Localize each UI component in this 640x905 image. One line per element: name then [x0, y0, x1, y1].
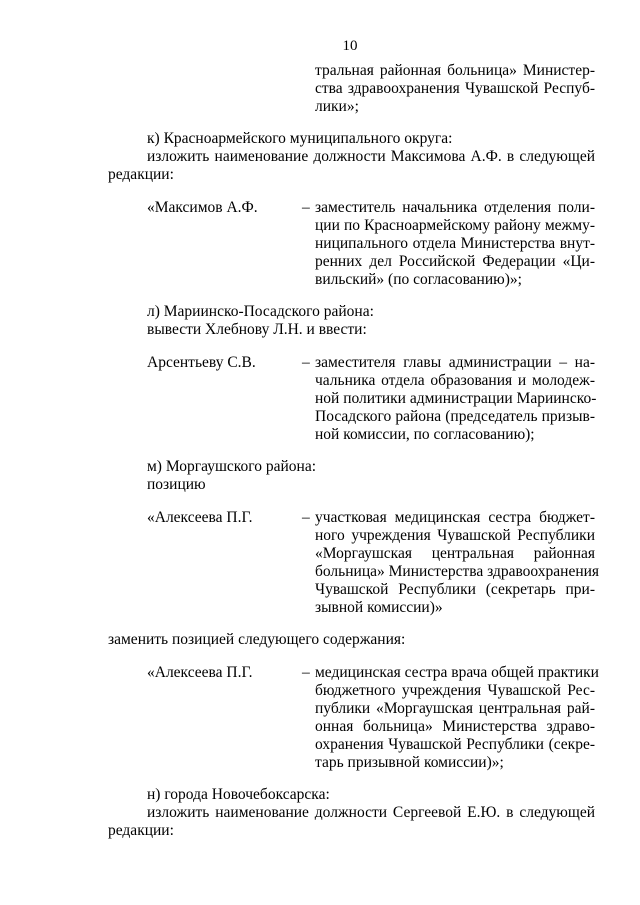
entry-description-line: тарь призывной комиссии)»; [315, 754, 504, 771]
section-instruction: позицию [147, 476, 206, 493]
section-instruction: редакции: [108, 822, 174, 839]
continued-text-line: тральная районная больница» Министер- [315, 62, 595, 79]
section-heading: м) Моргаушского района: [147, 458, 317, 475]
section-instruction: изложить наименование должности Максимова А.Ф. в следующей [147, 148, 595, 165]
entry-description-line: чальника отдела образования и молодеж- [315, 372, 595, 389]
entry-description-line: «Моргаушская центральная районная [315, 545, 595, 562]
entry-description-line: участковая медицинская сестра бюджет- [315, 509, 595, 526]
page-number: 10 [342, 38, 358, 54]
section-instruction: редакции: [108, 166, 174, 183]
entry-description-line: ной комиссии, по согласованию); [315, 426, 535, 443]
entry-dash: – [302, 199, 310, 216]
entry-description-line: ниципального отдела Министерства внут- [315, 235, 595, 252]
entry-description-line: Чувашской Республики (секретарь при- [315, 581, 595, 598]
entry-name: «Алексеева П.Г. [147, 664, 253, 681]
section-heading: к) Красноармейского муниципального округа: [147, 130, 453, 147]
entry-description-line: ции по Красноармейскому району межму- [315, 217, 595, 234]
entry-description-line: заместитель начальника отделения поли- [315, 199, 595, 216]
section-heading: н) города Новочебоксарска: [147, 786, 330, 803]
entry-description-line: заместителя главы администрации – на- [315, 354, 595, 371]
entry-dash: – [302, 509, 310, 526]
entry-description-line: онная больница» Министерства здраво- [315, 718, 595, 735]
section-instruction: изложить наименование должности Сергеевой Е.Ю. в следующей [147, 804, 595, 821]
entry-description-line: Посадского района (председатель призыв- [315, 408, 595, 425]
section-instruction: вывести Хлебнову Л.Н. и ввести: [147, 321, 367, 338]
entry-description-line: ного учреждения Чувашской Республики [315, 527, 595, 544]
entry-dash: – [302, 354, 310, 371]
entry-description-line: вильский» (по согласованию)»; [315, 271, 522, 288]
entry-description-line: публики «Моргаушская центральная рай- [315, 700, 595, 717]
entry-description-line: бюджетного учреждения Чувашской Рес- [315, 682, 595, 699]
entry-description-line: зывной комиссии)» [315, 599, 443, 616]
entry-description-line: охранения Чувашской Республики (секре- [315, 736, 595, 753]
replacement-instruction: заменить позицией следующего содержания: [108, 631, 406, 648]
entry-name: Арсентьеву С.В. [147, 354, 256, 371]
entry-description-line: ной политики администрации Мариинско- [315, 390, 597, 407]
section-heading: л) Мариинско-Посадского района: [147, 303, 374, 320]
entry-description-line: ренних дел Российской Федерации «Ци- [315, 253, 595, 270]
continued-text-line: лики»; [315, 98, 359, 115]
entry-description-line: медицинская сестра врача общей практики [315, 664, 599, 681]
entry-dash: – [302, 664, 310, 681]
continued-text-line: ства здравоохранения Чувашской Респуб- [315, 80, 595, 97]
entry-name: «Алексеева П.Г. [147, 509, 253, 526]
entry-description-line: больница» Министерства здравоохранения [315, 563, 600, 580]
entry-name: «Максимов А.Ф. [147, 199, 258, 216]
